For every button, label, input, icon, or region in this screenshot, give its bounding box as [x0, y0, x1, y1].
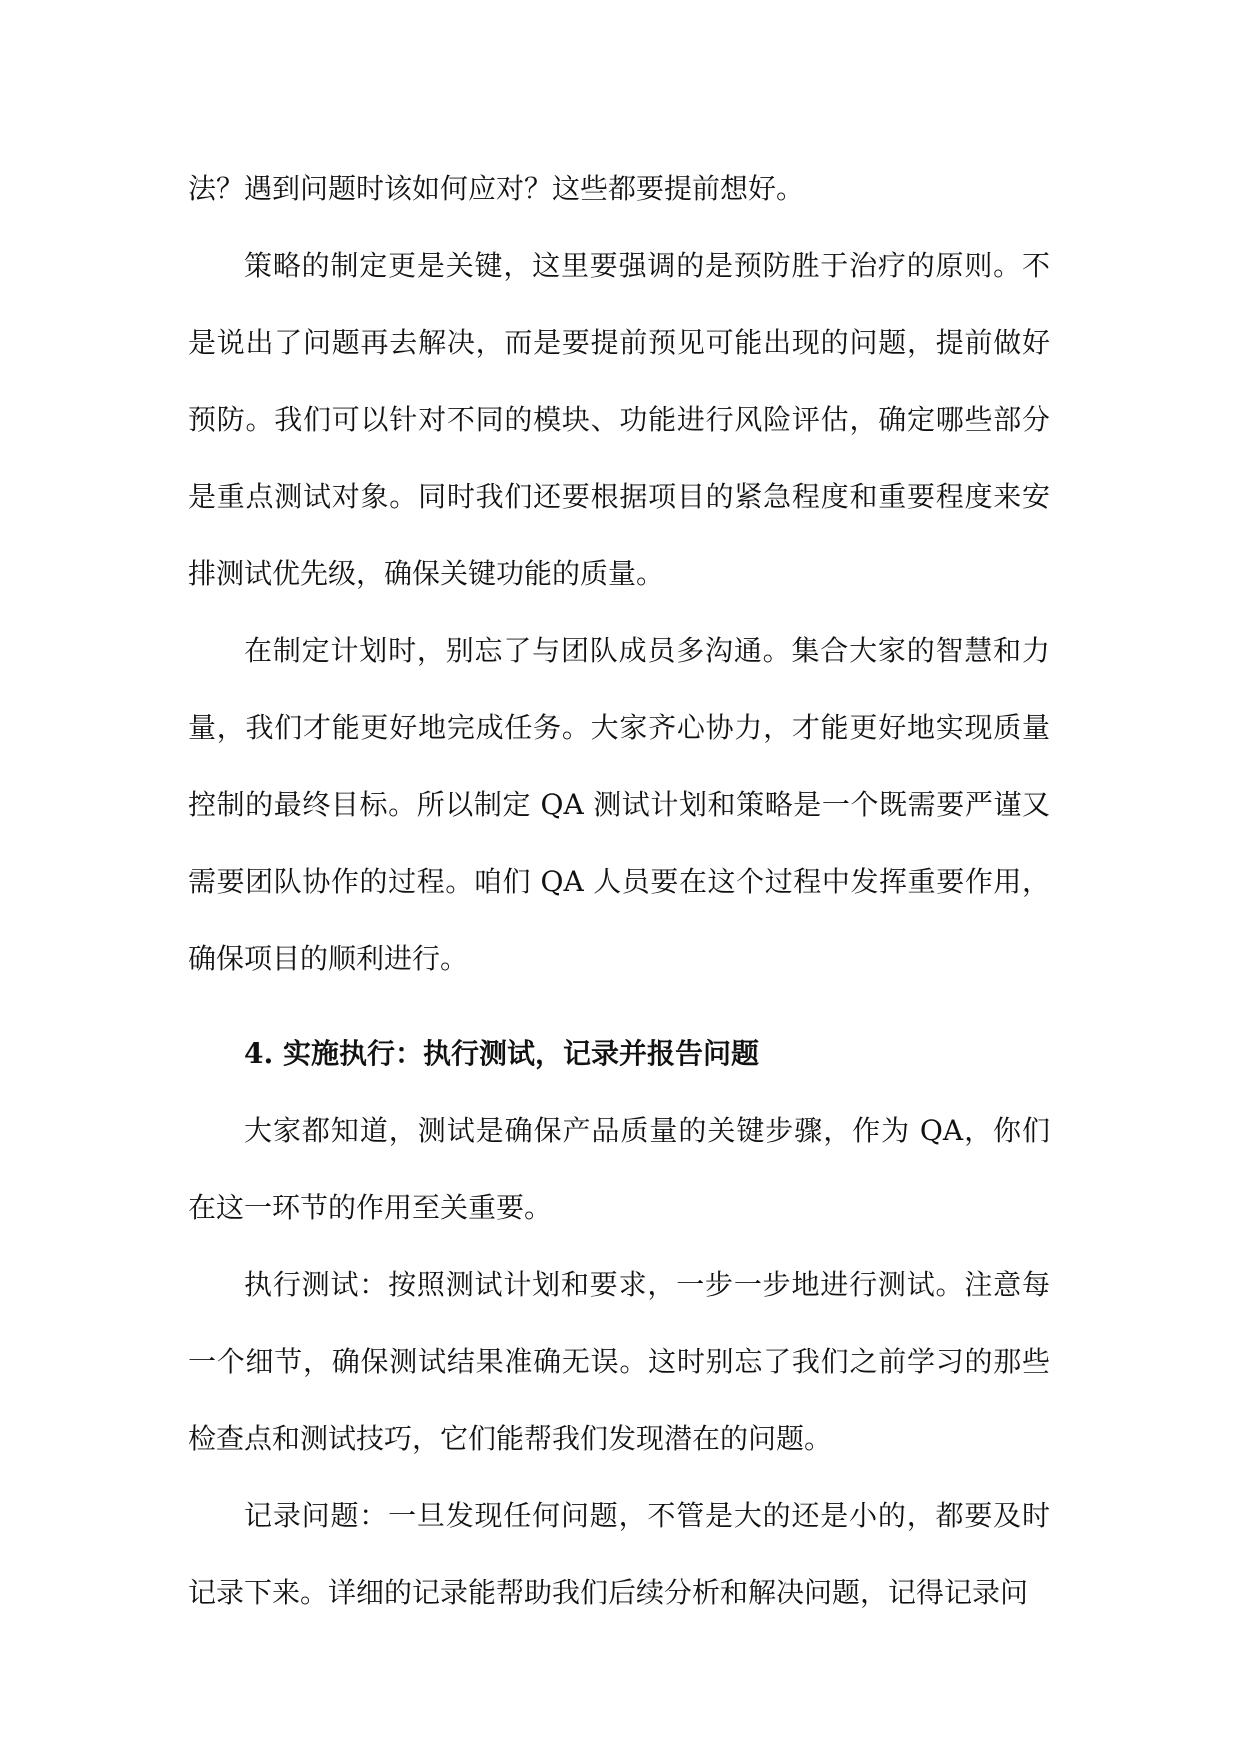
paragraph-execute-tests: 执行测试：按照测试计划和要求，一步一步地进行测试。注意每一个细节，确保测试结果准确无误。这时别忘了我们之前学习的那些检查点和测试技巧，它们能帮我们发现潜在的问题。 — [188, 1268, 1050, 1455]
document-body — [188, 150, 1050, 1631]
paragraph-strategy: 策略的制定更是关键，这里要强调的是预防胜于治疗的原则。不是说出了问题再去解决，而是要提前预见可能出现的问题，提前做好预防。我们可以针对不同的模块、功能进行风险评估，确定哪些部分是重点测试对象。同时我们还要根据项目的紧急程度和重要程度来安排测试优先级，确保关键功能的质量。 — [188, 249, 1050, 590]
paragraph-testing-intro: 大家都知道，测试是确保产品质量的关键步骤，作为 QA，你们在这一环节的作用至关重要。 — [188, 1114, 1050, 1224]
paragraph-record-issues: 记录问题：一旦发现任何问题，不管是大的还是小的，都要及时记录下来。详细的记录能帮助我们后续分析和解决问题，记得记录问 — [188, 1499, 1050, 1609]
paragraph-continued: 法？遇到问题时该如何应对？这些都要提前想好。 — [188, 172, 805, 205]
section-heading: 4. 实施执行：执行测试，记录并报告问题 — [244, 1037, 759, 1070]
paragraph-team-communication: 在制定计划时，别忘了与团队成员多沟通。集合大家的智慧和力量，我们才能更好地完成任务。大家齐心协力，才能更好地实现质量控制的最终目标。所以制定 QA 测试计划和策略是一个既需要严谨又需要团队协作的过程。咱们 QA 人员要在这个过程中发挥重要作用，确保项目的顺利进行。 — [188, 634, 1050, 975]
